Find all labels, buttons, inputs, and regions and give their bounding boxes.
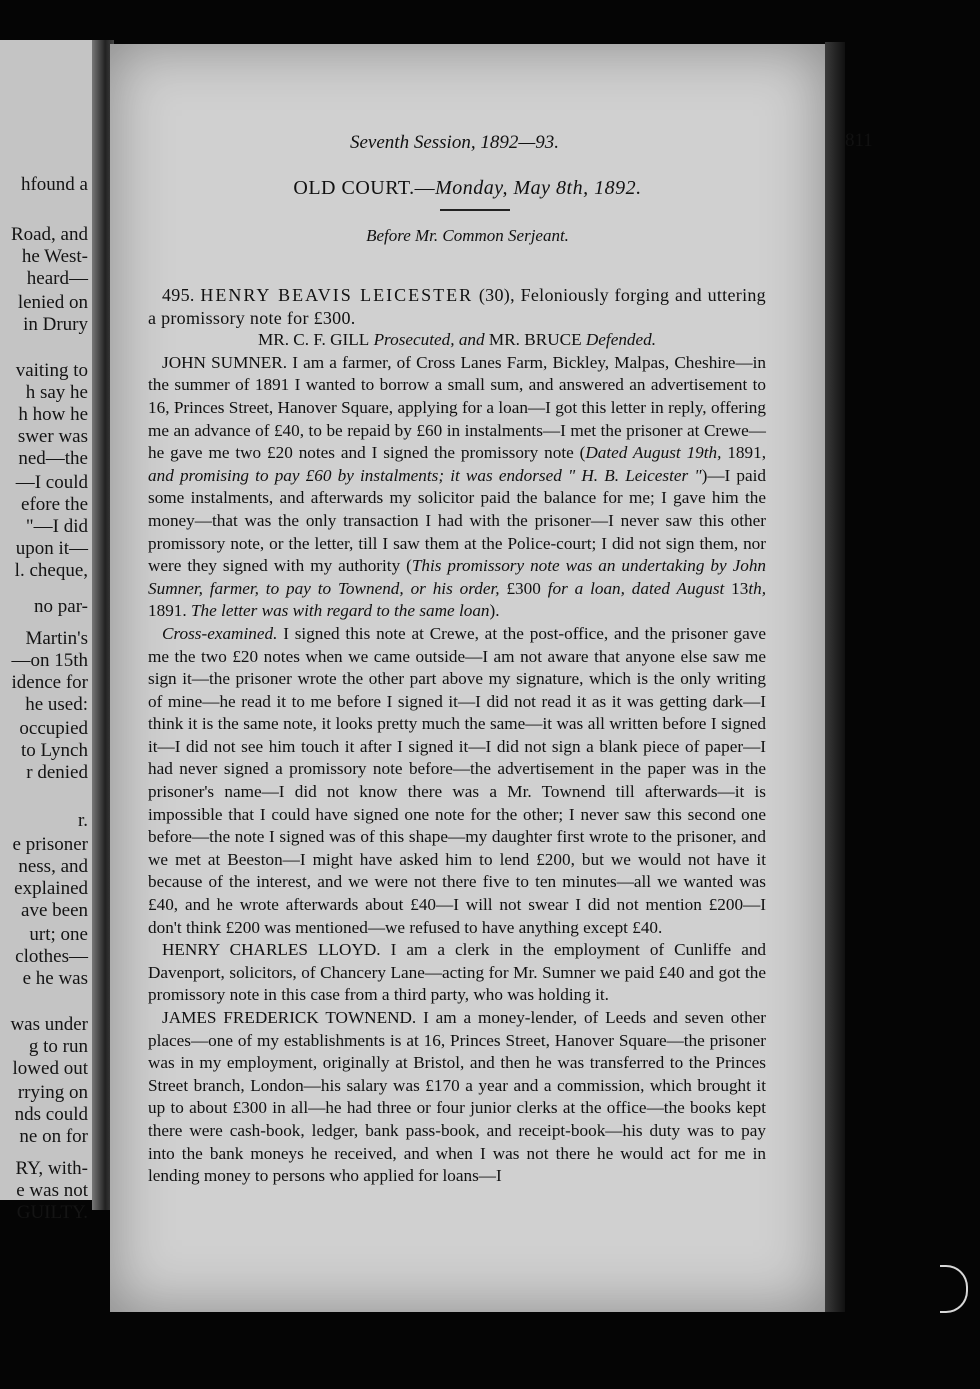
left-page-line: to Lynch [20,740,88,761]
left-page-line: RY, with- [15,1158,88,1179]
left-page-line: efore the [21,494,88,515]
left-page-line: "—I did [25,516,88,537]
left-page-line: ave been [21,900,88,921]
page-number: 811 [845,130,873,151]
left-facing-page [0,40,92,1223]
left-page-line: vaiting to [15,360,88,381]
left-page-line: e he was [22,968,88,989]
left-page-line: occupied [19,718,88,739]
testimony-james-frederick-townend: JAMES FREDERICK TOWNEND. I am a money-lender, of Leeds and seven other places—one of my establishments is at 16, Princes Street, Hanover Square—the prisoner was in my employment, originally at Bristol, and then he was transferred to the Princes Street branch, London—his salary was £170 a year and a commission, which brought it up to about £300 in all—he had three or four junior clerks at the office—the books kept there were cash-book, ledger, bank pass-book, and receipt-book—his duty was to pay into the bank moneys he received, and when I was not there he would act for me in lending money to persons who applied for loans—I [148,1008,767,1186]
witness-name: JAMES FREDERICK TOWNEND. [162,1008,417,1027]
scan-artifact [940,1265,968,1313]
left-page-line: no par- [34,596,88,617]
defendant-age: (30), [478,285,515,305]
left-page-line: r. [77,810,88,831]
witness-name: JOHN SUMNER. [162,352,288,372]
left-page-line: ned—the [18,448,88,469]
left-page-line: lenied on [17,292,88,313]
case-number: 495. [162,285,195,305]
left-page-line: clothes— [15,946,88,967]
cross-examination: Cross-examined. I signed this note at Crewe, at the post-office, and the prisoner gave me the two £20 notes when we came outside—I am not aware that anyone else saw me sign it—the prisoner wrote the other part above my signature, which is the only writing of mine—he read it to me before I signed it—I did not read it as it was getting dark—I think it is the same note, it looks pretty much the same—it was all written before I signed it—I did not see him touch it after I signed it—I did not sign a blank piece of paper—I had never signed a promissory note before—the advertisement in the paper was in the prisoner's name—I did not know there was a Mr. Townend till afterwards—it is impossible that I could have signed one note for the other; I never saw this second one before—the note I signed was of this shape—my daughter first wrote to the prisoner, and we met at Beeston—I might have asked him to lend £200, but we would not have it because of the interest, and we were not there five to ten minutes—all we wanted was £40, and he wrote afterwards about £40—I will not swear I did not mention £200—I don't think £200 was mentioned—we refused to have anything except £40. [148,623,767,937]
left-page-line: rrying on [17,1082,88,1103]
left-page-line: —I could [15,472,88,493]
witness-name: HENRY CHARLES LLOYD. [162,940,381,960]
court-name: OLD COURT.— [293,177,436,199]
left-page-line: h how he [18,404,88,425]
left-page-line: e prisoner [12,834,88,855]
left-page-line: e was not [16,1180,88,1201]
left-page-line: idence for [11,672,88,693]
case-heading [148,284,766,329]
left-page-line: Martin's [25,628,88,649]
heading-rule [440,209,510,211]
left-page-line: explained [14,878,88,899]
defendant-name: HENRY BEAVIS LEICESTER [200,285,474,305]
main-page [110,44,873,1312]
left-page-line: heard— [26,268,88,289]
page-edge [825,42,845,1312]
left-page-line: h say he [25,382,88,403]
cross-label: Cross-examined. [162,623,278,643]
left-page-line: urt; one [29,924,88,945]
left-page-line: in Drury [23,314,88,335]
testimony-henry-charles-lloyd: HENRY CHARLES LLOYD. I am a clerk in the employment of Cunliffe and Davenport, solicitors, of Chancery Lane—acting for Mr. Sumner we paid £40 and got the promissory note in this case from a third party, who was holding it. [148,940,767,1005]
left-page-line: g to run [28,1036,88,1057]
counsel-line: MR. C. F. GILL Prosecuted, and MR. BRUCE Defended. [257,330,657,350]
left-page-line: ness, and [18,856,88,877]
left-page-line: he used: [25,694,88,715]
left-page-line: hfound a [20,174,88,195]
left-page-line: swer was [17,426,88,447]
before-line: Before Mr. Common Serjeant. [366,226,569,245]
left-page-line: r denied [26,762,88,783]
left-page-line: nds could [14,1104,88,1125]
court-heading [110,177,825,200]
left-page-line: lowed out [12,1058,88,1079]
body-text [148,242,766,1188]
left-page-line: Road, and [10,224,88,245]
left-page-line: was under [10,1014,88,1035]
running-head: Seventh Session, 1892—93. [350,132,559,153]
left-page-line: upon it— [15,538,88,559]
charge: Feloniously forging and uttering a promissory note for £300. [148,285,766,328]
left-page-line: he West- [21,246,88,267]
left-page-line: —on 15th [11,650,88,671]
left-page-line: ne on for [19,1126,88,1147]
court-date: Monday, May 8th, 1892. [435,177,642,199]
left-page-line: GUILTY. [16,1202,88,1223]
left-page-line: l. cheque, [14,560,88,581]
testimony-john-sumner: JOHN SUMNER. I am a farmer, of Cross Lanes Farm, Bickley, Malpas, Cheshire—in the summer of 1891 I wanted to borrow a small sum, and answered an advertisement to 16, Princes Street, Hanover Square, applying for a loan—I got this letter in reply, offering me an advance of £40, to be repaid by £60 in instalments—I met the prisoner at Crewe—he gave me two £20 notes and I signed the promissory note (Dated August 19th, 1891, and promising to pay £60 by instalments; it was endorsed " H. B. Leicester ")—I paid some instalments, and afterwards my solicitor paid the balance for me; I gave him the money—that was the only transaction I had with the prisoner—I never saw this other promissory note, or the letter, till I saw them at the Police-court; I did not sign them, nor were they signed with my authority (This promissory note was an undertaking by John Sumner, farmer, to pay to Townend, or his order, £300 for a loan, dated August 13th, 1891. The letter was with regard to the same loan). [148,352,767,621]
